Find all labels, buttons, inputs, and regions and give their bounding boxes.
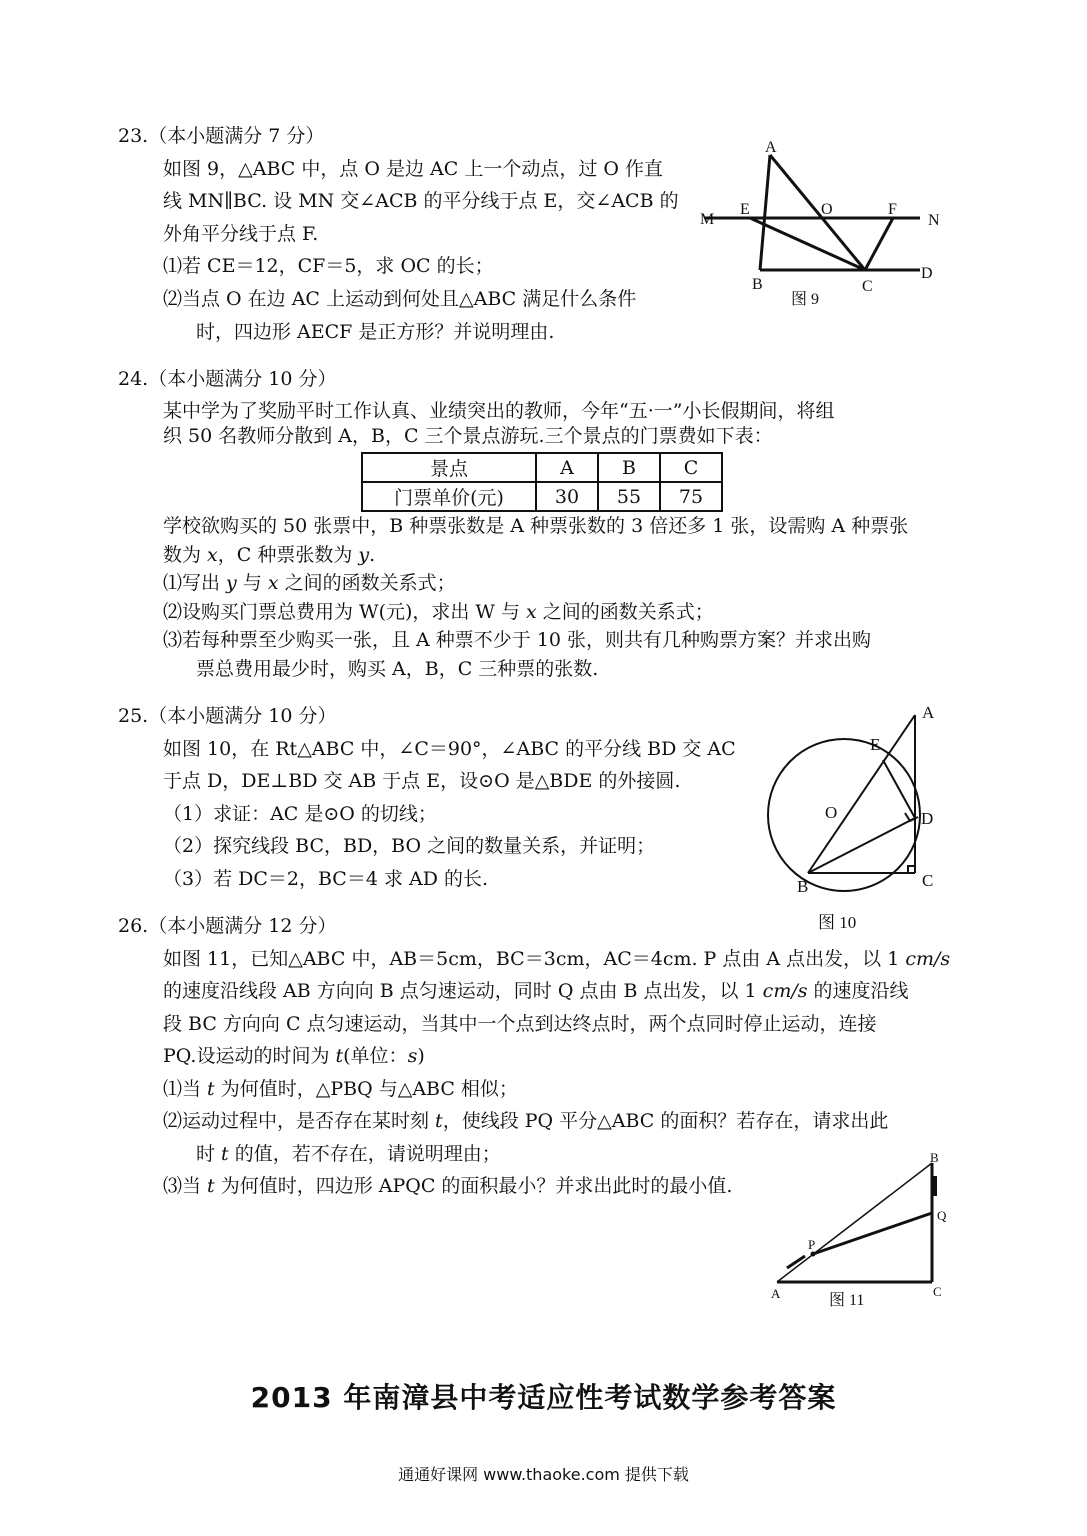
figure-9 xyxy=(695,130,955,315)
table-header-cell: A xyxy=(536,453,598,482)
fig9-label-b: B xyxy=(752,276,763,293)
footer-source: 通通好课网 www.thaoke.com 提供下载 xyxy=(398,1465,689,1484)
q24-line-3: 学校欲购买的 50 张票中，B 种票张数是 A 种票张数的 3 倍还多 1 张，设需购 A 种票张 xyxy=(163,515,909,537)
q24-sub-1: ⑴写出 y 与 x 之间的函数关系式； xyxy=(163,572,456,594)
fig9-label-m: M xyxy=(700,211,715,228)
q24-sub-3: ⑶若每种票至少购买一张，且 A 种票不少于 10 张，则共有几种购票方案？并求出购 xyxy=(163,629,872,651)
ticket-price-table xyxy=(361,452,723,512)
q26-header: 26.（本小题满分 12 分） xyxy=(118,915,337,937)
q26-sub-3: ⑶当 t 为何值时，四边形 APQC 的面积最小？并求出此时的最小值. xyxy=(163,1175,733,1197)
right-angle-c xyxy=(908,866,915,873)
q23-sub-1: ⑴若 CE＝12，CF＝5，求 OC 的长； xyxy=(163,255,494,277)
q24-sub-2: ⑵设购买门票总费用为 W(元)，求出 W 与 x 之间的函数关系式； xyxy=(163,601,714,623)
fig9-label-e: E xyxy=(740,201,750,218)
table-header-cell: C xyxy=(660,453,722,482)
segment-ab xyxy=(760,155,770,270)
q25-header: 25.（本小题满分 10 分） xyxy=(118,705,337,727)
table-header-cell: B xyxy=(598,453,660,482)
q24-sub-3-cont: 票总费用最少时，购买 A，B，C 三种票的张数. xyxy=(196,658,599,680)
fig11-label-c: C xyxy=(933,1284,942,1299)
q26-line-3: 段 BC 方向向 C 点匀速运动，当其中一个点到达终点时，两个点同时停止运动，连接 xyxy=(163,1013,877,1035)
segment-cf xyxy=(865,218,893,270)
segment-bd xyxy=(808,818,915,873)
q23-header: 23.（本小题满分 7 分） xyxy=(118,125,325,147)
fig9-caption: 图 9 xyxy=(791,291,820,308)
fig10-label-a: A xyxy=(922,703,935,722)
segment-ac xyxy=(770,155,865,270)
segment-de xyxy=(883,760,915,818)
q23-line-3: 外角平分线于点 F. xyxy=(163,223,319,245)
fig9-label-o: O xyxy=(821,201,833,218)
q25-sub-3: （3）若 DC＝2，BC＝4 求 AD 的长. xyxy=(163,868,489,890)
q23-line-2: 线 MN∥BC. 设 MN 交∠ACB 的平分线于点 E，交∠ACB 的 xyxy=(163,190,679,212)
fig9-label-c: C xyxy=(862,278,873,295)
table-cell: 55 xyxy=(598,482,660,511)
q25-sub-2: （2）探究线段 BC，BD，BO 之间的数量关系，并证明； xyxy=(163,835,656,857)
table-header-row xyxy=(362,453,722,482)
segment-ab xyxy=(808,715,915,873)
q24-header: 24.（本小题满分 10 分） xyxy=(118,368,337,390)
q26-line-2: 的速度沿线段 AB 方向向 B 点匀速运动，同时 Q 点由 B 点出发，以 1 cm/s 的速度沿线 xyxy=(163,980,909,1002)
fig11-label-q: Q xyxy=(937,1208,947,1223)
q24-line-4: 数为 x，C 种票张数为 y. xyxy=(163,544,376,566)
q25-line-1: 如图 10，在 Rt△ABC 中，∠C＝90°，∠ABC 的平分线 BD 交 AC xyxy=(163,738,736,760)
fig10-caption: 图 10 xyxy=(818,913,857,932)
fig11-label-a: A xyxy=(771,1286,781,1301)
figure-10 xyxy=(760,700,960,940)
fig10-label-e: E xyxy=(870,735,881,754)
fig11-caption: 图 11 xyxy=(829,1292,865,1309)
table-cell: 30 xyxy=(536,482,598,511)
segment-pq xyxy=(813,1213,932,1254)
q25-line-2: 于点 D，DE⊥BD 交 AB 于点 E，设⊙O 是△BDE 的外接圆. xyxy=(163,770,681,792)
q26-line-1: 如图 11，已知△ABC 中，AB＝5cm，BC＝3cm，AC＝4cm. P 点由 A 点出发，以 1 cm/s xyxy=(163,948,951,970)
q23-sub-2: ⑵当点 O 在边 AC 上运动到何处且△ABC 满足什么条件 xyxy=(163,288,637,310)
table-cell: 75 xyxy=(660,482,722,511)
answer-key-title: 2013 年南漳县中考适应性考试数学参考答案 xyxy=(250,1381,837,1414)
table-header-cell: 景点 xyxy=(362,453,536,482)
fig10-label-b: B xyxy=(797,877,809,896)
fig10-label-d: D xyxy=(921,809,934,828)
fig9-label-a: A xyxy=(765,139,777,156)
q25-sub-1: （1）求证：AC 是⊙O 的切线； xyxy=(163,803,437,825)
circumcircle-o xyxy=(768,739,920,891)
fig11-label-p: P xyxy=(808,1237,816,1252)
q24-line-2: 织 50 名教师分散到 A，B，C 三个景点游玩.三个景点的门票费如下表： xyxy=(163,425,773,447)
q23-line-1: 如图 9，△ABC 中，点 O 是边 AC 上一个动点，过 O 作直 xyxy=(163,158,664,180)
q26-sub-2-cont: 时 t 的值，若不存在，请说明理由； xyxy=(196,1143,501,1165)
table-cell: 门票单价(元) xyxy=(362,482,536,511)
figure-11 xyxy=(765,1148,955,1318)
q26-sub-1: ⑴当 t 为何值时，△PBQ 与△ABC 相似； xyxy=(163,1078,518,1100)
table-row xyxy=(362,482,722,511)
q24-line-1: 某中学为了奖励平时工作认真、业绩突出的教师，今年“五·一”小长假期间，将组 xyxy=(163,400,835,422)
fig11-label-b: B xyxy=(930,1150,939,1165)
fig9-label-f: F xyxy=(888,201,897,218)
q26-line-4: PQ.设运动的时间为 t(单位：s) xyxy=(163,1045,425,1067)
q23-sub-2-cont: 时，四边形 AECF 是正方形？并说明理由. xyxy=(196,321,555,343)
point-p xyxy=(811,1252,816,1257)
fig9-label-n: N xyxy=(928,212,940,229)
fig9-label-d: D xyxy=(921,265,933,282)
right-angle-d xyxy=(905,813,918,821)
fig10-label-c: C xyxy=(922,871,934,890)
fig10-label-o: O xyxy=(825,803,838,822)
q26-sub-2: ⑵运动过程中，是否存在某时刻 t，使线段 PQ 平分△ABC 的面积？若存在，请求出此 xyxy=(163,1110,889,1132)
segment-ce xyxy=(750,218,865,270)
